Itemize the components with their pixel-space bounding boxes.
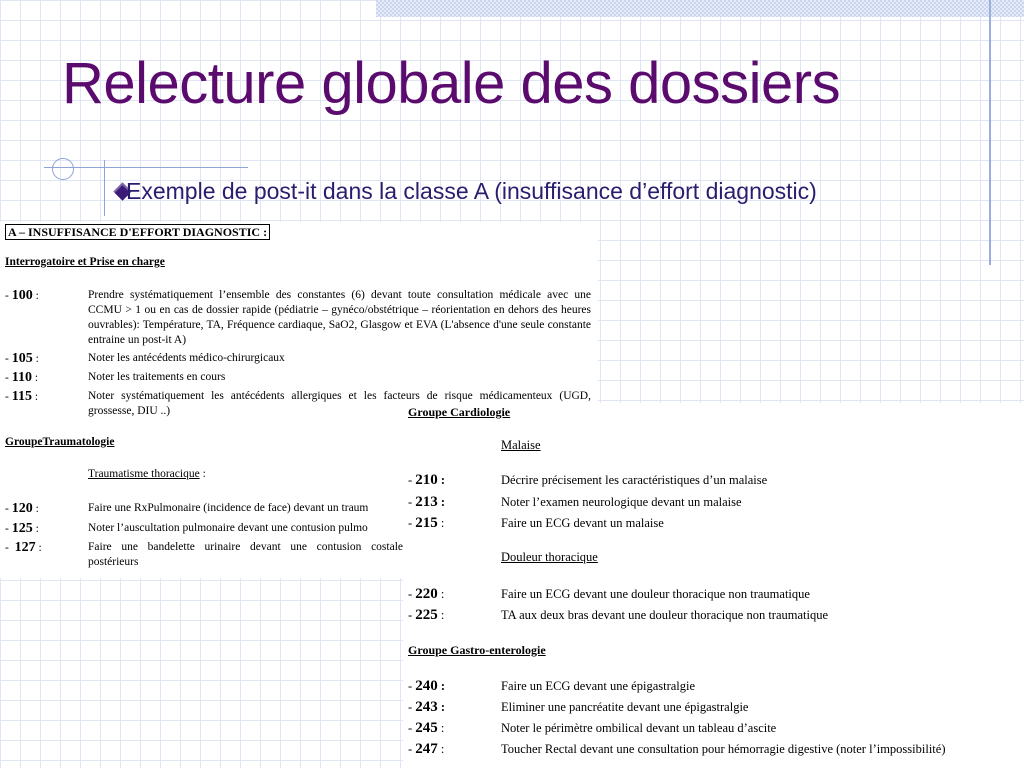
crosshair-circle	[52, 158, 74, 180]
item-description: Eliminer une pancréatite devant une épigastralgie	[501, 700, 749, 714]
item-description: TA aux deux bras devant une douleur thoracique non traumatique	[501, 608, 829, 622]
subgroup-malaise: Malaise	[501, 438, 541, 452]
item-description: Noter l’examen neurologique devant un malaise	[501, 495, 742, 509]
item-description: Noter le périmètre ombilical devant un tableau d’ascite	[501, 721, 777, 735]
item-code: - 240 :	[408, 678, 446, 694]
item-description: Noter systématiquement les antécédents allergiques et les facteurs de risque médicamenteux (UGD, grossesse, DIU ..)	[88, 390, 591, 417]
item-code: - 215 :	[408, 515, 445, 531]
item-description: Toucher Rectal devant une consultation pour hémorragie digestive (noter l’impossibilité)	[501, 742, 946, 756]
item-description: Faire un ECG devant une douleur thoracique non traumatique	[501, 587, 810, 601]
group-title-gastro: Groupe Gastro-enterologie	[408, 643, 546, 657]
item-description: Faire une bandelette urinaire devant une contusion costale postérieurs	[88, 541, 403, 568]
heading-text: A – INSUFFISANCE D'EFFORT DIAGNOSTIC :	[5, 224, 270, 240]
item-code: - 245 :	[408, 720, 445, 736]
item-code: - 120 :	[5, 501, 39, 516]
group-title-trauma: GroupeTraumatologie	[5, 436, 115, 448]
document-heading	[5, 225, 270, 240]
item-code: - 125 :	[5, 521, 39, 536]
crosshair-horizontal-line	[44, 167, 104, 168]
item-code: - 110 :	[5, 370, 39, 385]
item-code: - 247 :	[408, 741, 445, 757]
item-description: Noter les traitements en cours	[88, 371, 226, 383]
group-title-cardio: Groupe Cardiologie	[408, 405, 511, 419]
item-description: Noter les antécédents médico-chirurgicaux	[88, 352, 285, 364]
item-description: Noter l’auscultation pulmonaire devant une contusion pulmo	[88, 522, 368, 534]
item-code: - 220 :	[408, 586, 445, 602]
scanned-document-clip-2	[403, 403, 1024, 768]
slide-title: Relecture globale des dossiers	[62, 51, 841, 116]
item-description: Décrire précisement les caractéristiques d’un malaise	[501, 473, 768, 487]
top-decorative-band	[376, 0, 1024, 17]
crosshair-decoration	[44, 158, 80, 194]
item-code: - 210 :	[408, 472, 446, 488]
item-description: Faire une RxPulmonaire (incidence de face) devant un traum	[88, 502, 369, 514]
item-code: - 115 :	[5, 389, 39, 404]
item-code: - 100 :	[5, 288, 39, 303]
vertical-accent-line	[989, 0, 991, 265]
item-description: Faire un ECG devant une épigastralgie	[501, 679, 696, 693]
item-code: - 127 :	[5, 540, 42, 555]
subgroup-trauma: Traumatisme thoracique :	[88, 468, 206, 480]
crosshair-vertical-line	[104, 160, 105, 216]
bullet-text: Exemple de post-it dans la classe A (insuffisance d’effort diagnostic)	[126, 178, 817, 204]
item-description: Prendre systématiquement l’ensemble des constantes (6) devant toute consultation médicale avec une CCMU > 1 ou en cas de dossier rapide (pédiatrie – gynéco/obstétrique – réorientation en dehors des heures ouvrables): Température, TA, Fréquence cardiaque, SaO2, Glasgow et EVA (L'absence d'une seule constante entraine un post-it A)	[88, 289, 591, 346]
item-description: Faire un ECG devant un malaise	[501, 516, 664, 530]
item-code: - 105 :	[5, 351, 39, 366]
subgroup-douleur: Douleur thoracique	[501, 550, 598, 564]
item-code: - 243 :	[408, 699, 446, 715]
section-title: Interrogatoire et Prise en charge	[5, 256, 165, 268]
item-code: - 213 :	[408, 494, 446, 510]
item-code: - 225 :	[408, 607, 445, 623]
